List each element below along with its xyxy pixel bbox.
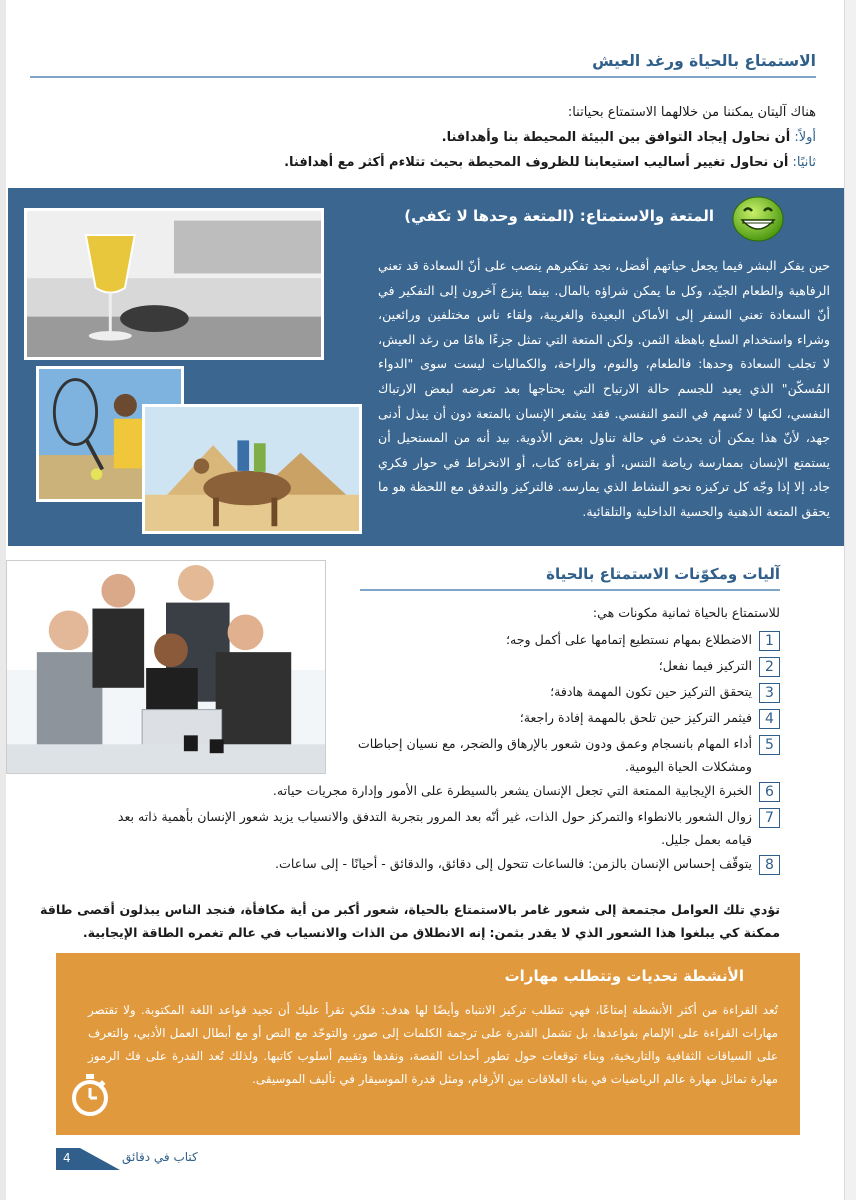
- section-title: الاستمتاع بالحياة ورغد العيش: [592, 52, 816, 70]
- title-underline: [360, 589, 780, 591]
- list-item: [90, 707, 780, 731]
- item-text: يتوقّف إحساس الإنسان بالزمن: فالساعات تتحول إلى دقائق، والدقائق - أحيانًا - إلى ساعات.: [275, 856, 752, 871]
- page-footer: [56, 1148, 316, 1172]
- item-text: فيثمر التركيز حين تلحق بالمهمة إفادة راجعة؛: [519, 710, 752, 725]
- activities-box: [56, 953, 800, 1135]
- list-item: [90, 629, 780, 653]
- closing-paragraph: [40, 899, 780, 944]
- first-mechanism: [30, 125, 816, 150]
- list-item: [90, 806, 780, 851]
- list-item: [90, 655, 780, 679]
- page-edge-right: [844, 0, 856, 1200]
- second-text: أن نحاول تغيير أساليب استيعابنا للظروف المحيطة بحيث تتلاءم أكثر مع أهدافنا.: [284, 155, 789, 170]
- second-lead: ثانيًا:: [792, 155, 816, 170]
- item-number: 3: [759, 683, 780, 703]
- item-number: 2: [759, 657, 780, 677]
- item-text: أداء المهام بانسجام وعمق ودون شعور بالإرهاق والضجر، مع نسيان إحباطات ومشكلات الحياة اليومية.: [357, 736, 752, 774]
- item-text: التركيز فيما نفعل؛: [658, 658, 752, 673]
- list-item: [90, 681, 780, 705]
- pleasure-title: المتعة والاستمتاع: (المتعة وحدها لا تكفي): [404, 207, 714, 225]
- mechanisms-header: [360, 565, 780, 591]
- item-text: زوال الشعور بالانطواء والتمركز حول الذات، غير أنّه بعد المرور بتجربة التدفق والانسياب يزيد شعور الإنسان بأهمية ذاته بعد قيامه بعمل جليل.: [117, 809, 752, 847]
- stopwatch-icon: [70, 1073, 110, 1117]
- list-item: [90, 780, 780, 804]
- mechanisms-intro: للاستمتاع بالحياة ثمانية مكونات هي:: [592, 605, 780, 620]
- list-item: [90, 853, 780, 877]
- page-number: 4: [63, 1151, 71, 1165]
- first-text: أن نحاول إيجاد التوافق بين البيئة المحيطة بنا وأهدافنا.: [441, 130, 791, 145]
- activities-body: تُعد القراءة من أكثر الأنشطة إمتاعًا، فهي تتطلب تركيز الانتباه وأيضًا لها هدف: فلكي تقرأ عليك أن تجيد قواعد اللغة المكتوبة. ولا تقتصر مهارات القراءة على الإلمام بقواعدها، بل تشمل القدرة على ترجمة الكلمات إلى صور، والتوحّد مع النص أو مع أبطال العمل الأدبي، والتعرف على السياقات الثقافية والتاريخية، وبناء توقعات حول تطور أحداث القصة، ونقدها وتقييم أسلوب كاتبها. ولذلك تُعد القدرة على فك الرموز مهارة تماثل مهارة عالم الرياضيات في بناء العلاقات بين الأرقام، ومثل قدرة الموسيقار في تأليف الموسيقى.: [88, 1003, 778, 1086]
- photo-space: [20, 254, 366, 492]
- pleasure-body: [20, 254, 830, 525]
- item-number: 6: [759, 782, 780, 802]
- pleasure-body-text: حين يفكر البشر فيما يجعل حياتهم أفضل، نجد تفكيرهم ينصب على أنّ السعادة قد تعني الرفاهية والطعام الجيّد، وكل ما يمكن شراؤه بالمال. بينما ينزع آخرون إلى التفكير في أنّ السعادة تعني السفر إلى الأماكن البعيدة والغريبة، ولقاء ناس مختلفين ورائعين، وشراء واستخدام السلع باهظة الثمن. ولكن المتعة التي تمثل جزءًا هامًا من رغد العيش، لا تجلب السعادة وحدها: فالطعام، والنوم، والراحة، والكماليات ليست سوى "الدواء المُسكّن" الذي يعيد للجسم حالة الارتياح التي يحتاجها بعد تعرضه لبعض الارتباك النفسي، لكنها لا تُسهم في النمو النفسي. فقد يشعر الإنسان بالمتعة دون أن يبذل أدنى جهد، لأنّ هذا يمكن أن يحدث في حالة تناول بعض الأدوية. بيد أنه من المستحيل أن يستمتع الإنسان بممارسة رياضة التنس، أو بقراءة كتاب، أو الانخراط في حوار فكري جاد، إلا إذا وجّه كل تركيزه نحو النشاط الذي يمارسه. فالتركيز والتدفق مع اللحظة هو ما يحقق المتعة الذهنية والحسية الداخلية والتلقائية.: [378, 258, 830, 519]
- item-text: الاضطلاع بمهام نستطيع إتمامها على أكمل وجه؛: [506, 632, 752, 647]
- pleasure-section: [8, 188, 844, 546]
- smiley-icon: [730, 194, 786, 244]
- item-number: 4: [759, 709, 780, 729]
- book-title: كتاب في دقائق: [122, 1150, 198, 1164]
- list-item: [90, 733, 780, 778]
- item-number: 8: [759, 855, 780, 875]
- intro-paragraph: [30, 100, 816, 175]
- activities-title: الأنشطة تحديات وتتطلب مهارات: [504, 967, 744, 985]
- item-text: الخبرة الإيجابية الممتعة التي تجعل الإنسان يشعر بالسيطرة على الأمور وإدارة مجريات حياته.: [272, 783, 752, 798]
- item-text: يتحقق التركيز حين تكون المهمة هادفة؛: [550, 684, 752, 699]
- closing-text-b: إنه الانطلاق من الذات والانسياب في عالم تغمره الطاقة الإيجابية.: [82, 924, 486, 940]
- title-underline: [30, 76, 816, 78]
- item-number: 1: [759, 631, 780, 651]
- intro-text: هناك آليتان يمكننا من خلالهما الاستمتاع بحياتنا:: [567, 105, 816, 120]
- closing-text-a: تؤدي تلك العوامل مجتمعة إلى شعور غامر بالاستمتاع بالحياة، شعور أكبر من أية مكافأة، فنجد الناس يبذلون أقصى طاقة ممكنة كي يبلغوا هذا الشعور الذي لا يقدر بثمن:: [40, 902, 780, 940]
- mechanisms-title: آليات ومكوّنات الاستمتاع بالحياة: [546, 565, 780, 583]
- first-lead: أولاً:: [794, 130, 816, 145]
- section-enjoyment: [30, 52, 816, 175]
- item-number: 5: [759, 735, 780, 755]
- second-mechanism: [30, 150, 816, 175]
- item-number: 7: [759, 808, 780, 828]
- components-list: [90, 629, 780, 879]
